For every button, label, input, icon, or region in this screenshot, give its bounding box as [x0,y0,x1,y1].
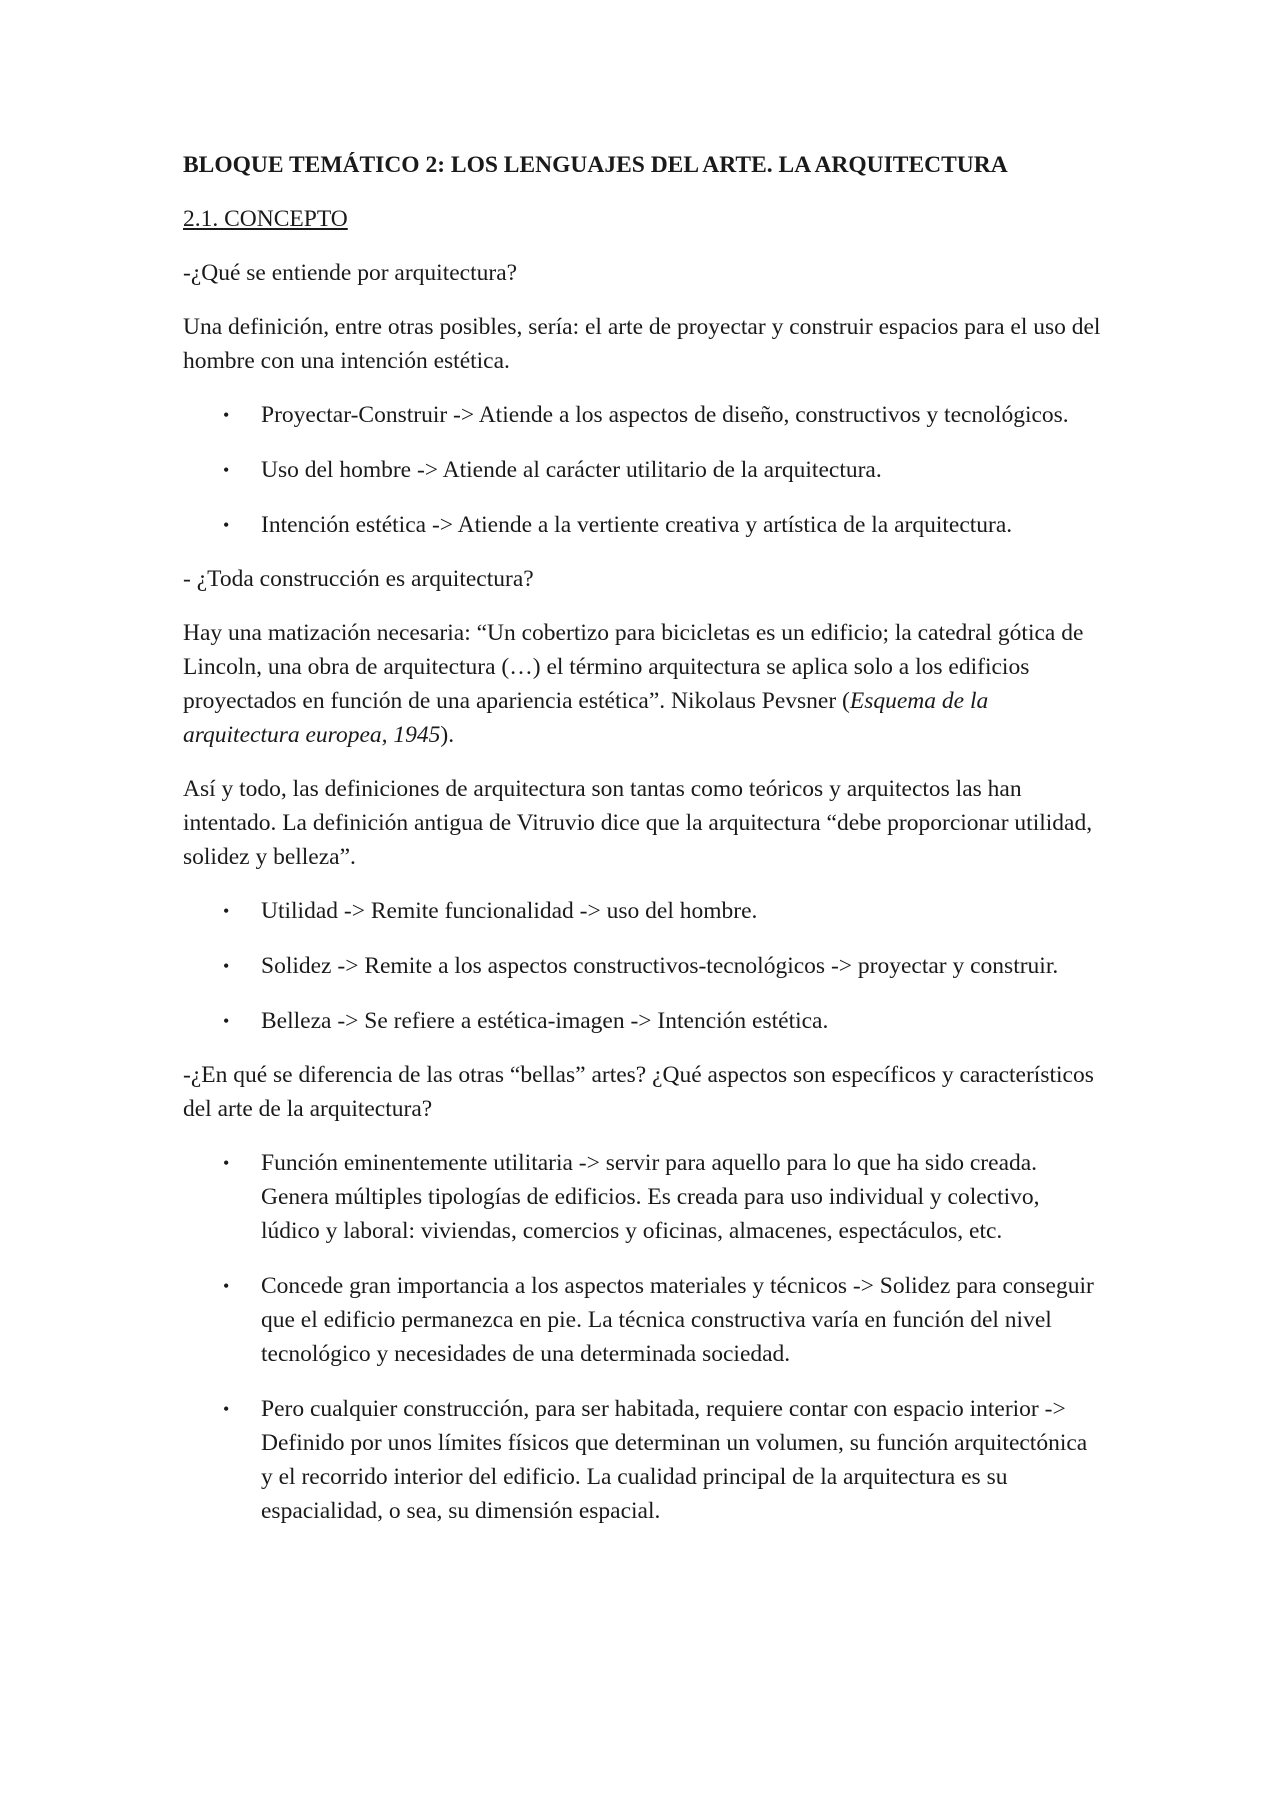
bullet-icon: • [223,405,230,425]
question-what-is-architecture: -¿Qué se entiende por arquitectura? [183,260,518,286]
list-item [183,508,1103,542]
quote-citation: Esquema de la arquitectura europea, 1945 [183,688,989,748]
list-item-text: Belleza -> Se refiere a estética-imagen -> Intención estética. [261,1008,829,1034]
list-item-text: Pero cualquier construcción, para ser habitada, requiere contar con espacio interior -> Definido por unos límites físicos que determinan un volumen, su función arquitectónica y el recorrido interior del edificio. La cualidad principal de la arquitectura es su espacialidad, o sea, su dimensión espacial. [261,1396,1088,1524]
list-item [183,1392,1103,1528]
quote-closing: ). [440,722,455,748]
definition-aspects-list [183,398,1103,542]
bullet-icon: • [223,460,230,480]
list-item-text: Función eminentemente utilitaria -> servir para aquello para lo que ha sido creada. Genera múltiples tipologías de edificios. Es creada para uso individual y colectivo, lúdico y laboral: viviendas, comercios y oficinas, almacenes, espectáculos, etc. [261,1150,1040,1244]
list-item [183,949,1103,983]
bullet-icon: • [223,901,230,921]
list-item-text: Uso del hombre -> Atiende al carácter utilitario de la arquitectura. [261,457,882,483]
list-item [183,1269,1103,1371]
document-title: BLOQUE TEMÁTICO 2: LOS LENGUAJES DEL ARTE. LA ARQUITECTURA [183,152,1008,178]
question-all-construction-architecture: - ¿Toda construcción es arquitectura? [183,566,534,592]
bullet-icon: • [223,1399,230,1419]
document-page [183,148,1103,1548]
list-item [183,1004,1103,1038]
pevsner-quote-paragraph [183,616,1103,752]
vitruvio-paragraph: Así y todo, las definiciones de arquitectura son tantas como teóricos y arquitectos las han intentado. La definición antigua de Vitruvio dice que la arquitectura “debe proporcionar utilidad, solidez y belleza”. [183,776,1093,870]
list-item-text: Intención estética -> Atiende a la vertiente creativa y artística de la arquitectura. [261,512,1013,538]
definition-paragraph: Una definición, entre otras posibles, sería: el arte de proyectar y construir espacios para el uso del hombre con una intención estética. [183,314,1101,374]
bullet-icon: • [223,1011,230,1031]
list-item [183,398,1103,432]
list-item-text: Concede gran importancia a los aspectos materiales y técnicos -> Solidez para conseguir que el edificio permanezca en pie. La técnica constructiva varía en función del nivel tecnológico y necesidades de una determinada sociedad. [261,1273,1094,1367]
list-item [183,453,1103,487]
list-item-text: Proyectar-Construir -> Atiende a los aspectos de diseño, constructivos y tecnológicos. [261,402,1069,428]
quote-text: Hay una matización necesaria: “Un cobertizo para bicicletas es un edificio; la catedral gótica de Lincoln, una obra de arquitectura (…) el término arquitectura se aplica solo a los edificios proyectados en función de una apariencia estética”. Nikolaus Pevsner ( [183,620,1084,714]
specific-characteristics-list [183,1146,1103,1528]
bullet-icon: • [223,515,230,535]
list-item [183,1146,1103,1248]
bullet-icon: • [223,956,230,976]
vitruvio-principles-list [183,894,1103,1038]
bullet-icon: • [223,1153,230,1173]
list-item [183,894,1103,928]
list-item-text: Solidez -> Remite a los aspectos constructivos-tecnológicos -> proyectar y construir. [261,953,1059,979]
bullet-icon: • [223,1276,230,1296]
question-difference-other-arts: -¿En qué se diferencia de las otras “bellas” artes? ¿Qué aspectos son específicos y característicos del arte de la arquitectura? [183,1062,1094,1122]
section-heading: 2.1. CONCEPTO [183,206,348,232]
list-item-text: Utilidad -> Remite funcionalidad -> uso del hombre. [261,898,758,924]
